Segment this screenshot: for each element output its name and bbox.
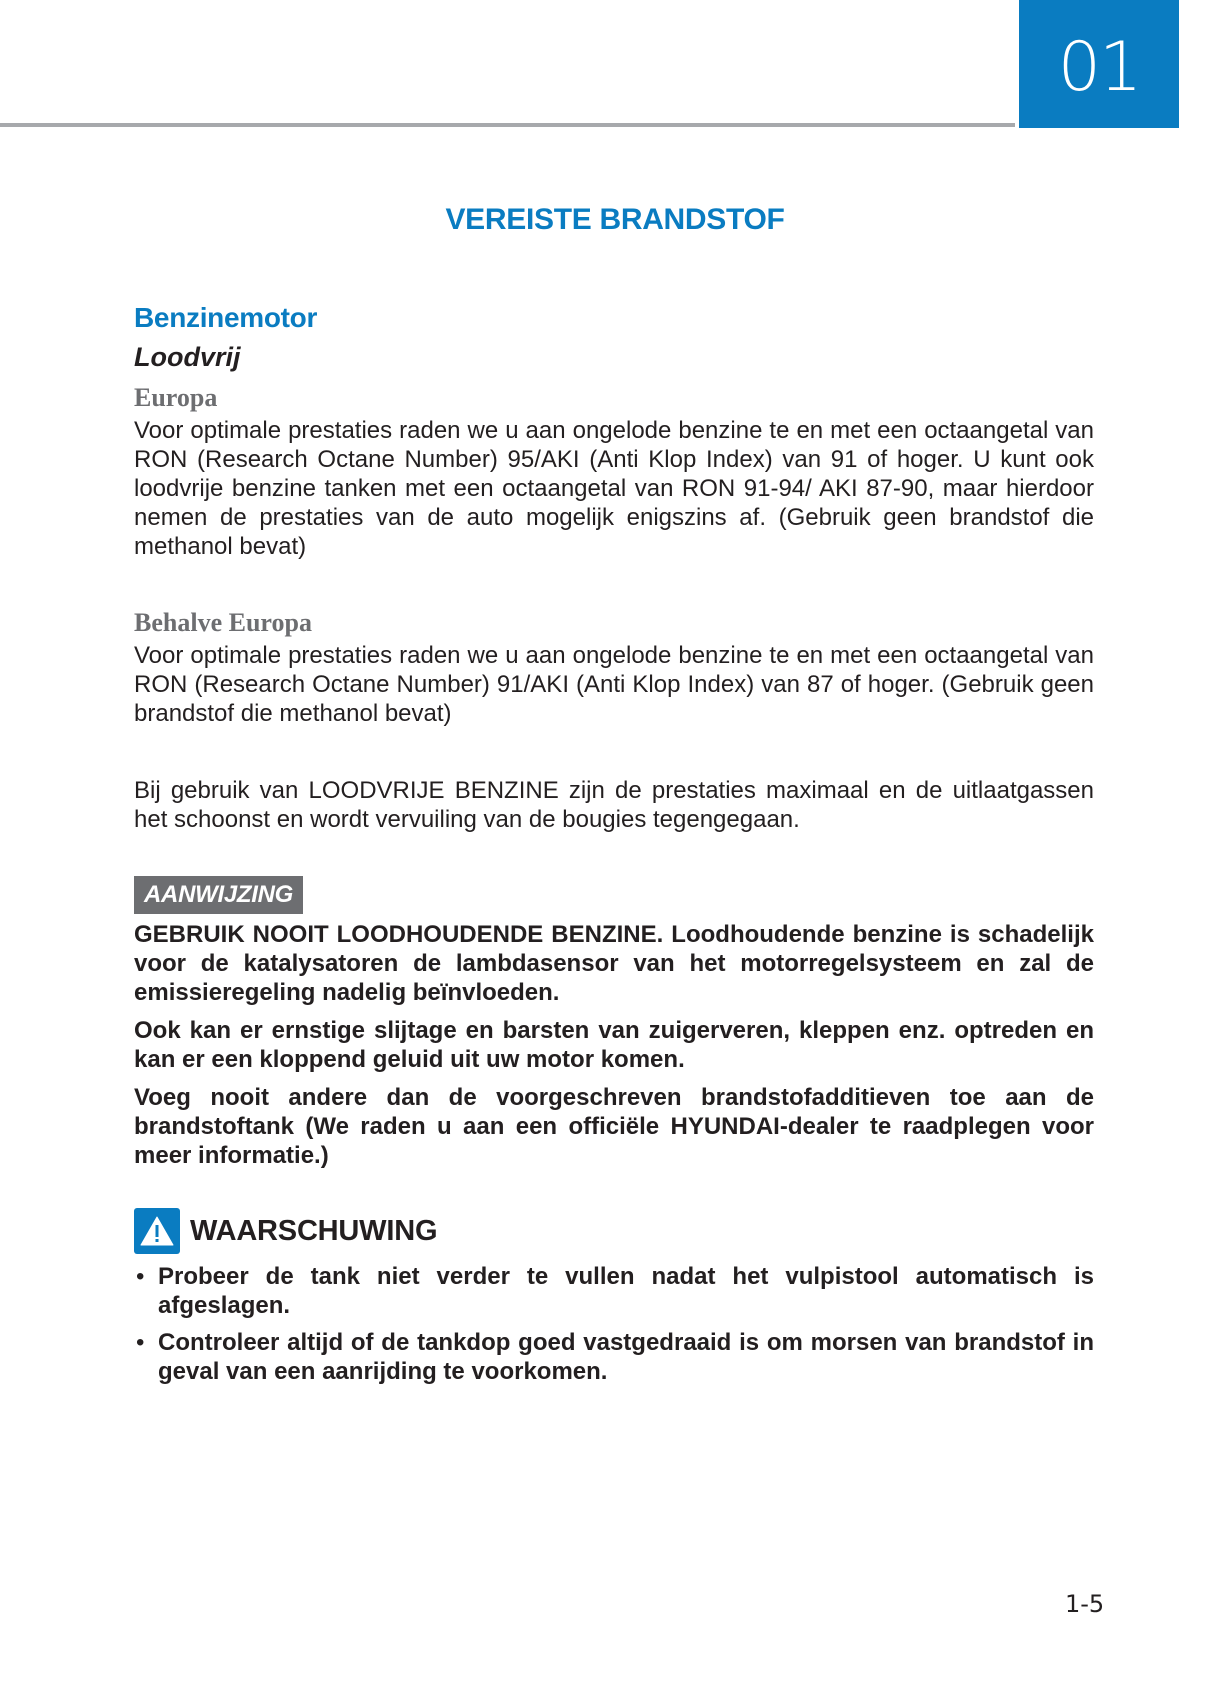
warning-triangle-icon bbox=[134, 1208, 180, 1254]
region-heading-non-europe: Behalve Europa bbox=[134, 608, 312, 637]
warning-item: • Controleer altijd of de tankdop goed vastgedraaid is om morsen van brandstof in geval van een aanrijding te voorkomen. bbox=[136, 1329, 1094, 1385]
warning-item: • Probeer de tank niet verder te vullen nadat het vulpistool automatisch is afgeslagen. bbox=[136, 1263, 1094, 1319]
notice-label: AANWIJZING bbox=[134, 876, 303, 914]
notice-paragraph: Ook kan er ernstige slijtage en barsten van zuigerveren, kleppen enz. optreden en kan er een kloppend geluid uit uw motor komen. bbox=[134, 1017, 1094, 1073]
page-number: 1-5 bbox=[1065, 1590, 1105, 1618]
notice-paragraph: Voeg nooit andere dan de voorgeschreven brandstofadditieven toe aan de brandstoftank (We raden u aan een officiële HYUNDAI-dealer te raadplegen voor meer informatie.) bbox=[134, 1084, 1094, 1169]
warning-title: WAARSCHUWING bbox=[190, 1214, 438, 1247]
notice-paragraph: GEBRUIK NOOIT LOODHOUDENDE BENZINE. Loodhoudende benzine is schadelijk voor de katalysatoren de lambdasensor van het motorregelsysteem en zal de emissieregeling nadelig beïnvloeden. bbox=[134, 921, 1094, 1006]
warning-header bbox=[134, 1208, 1094, 1254]
chapter-number: 01 bbox=[1057, 27, 1141, 107]
warning-list bbox=[134, 1262, 1094, 1386]
paragraph-unleaded-note: Bij gebruik van LOODVRIJE BENZINE zijn de prestaties maximaal en de uitlaatgassen het schoonst en wordt vervuiling van de bougies tegengegaan. bbox=[134, 777, 1094, 833]
paragraph-non-europe: Voor optimale prestaties raden we u aan ongelode benzine te en met een octaangetal van RON (Research Octane Number) 91/AKI (Anti Klop Index) van 87 of hoger. (Gebruik geen brandstof die methanol bevat) bbox=[134, 642, 1094, 727]
paragraph-europe: Voor optimale prestaties raden we u aan ongelode benzine te en met een octaangetal van RON (Research Octane Number) 95/AKI (Anti Klop Index) van 91 of hoger. U kunt ook loodvrije benzine tanken met een octaangetal van RON 91-94/ AKI 87-90, maar hierdoor nemen de prestaties van de auto mogelijk enigszins af. (Gebruik geen brandstof die methanol bevat) bbox=[134, 417, 1094, 560]
main-content bbox=[134, 300, 1094, 1394]
chapter-tab bbox=[1019, 0, 1179, 128]
section-heading: Benzinemotor bbox=[134, 302, 318, 333]
warning-item-text: Controleer altijd of de tankdop goed vastgedraaid is om morsen van brandstof in geval van een aanrijding te voorkomen. bbox=[158, 1329, 1094, 1385]
subsection-heading: Loodvrij bbox=[134, 342, 241, 372]
header-rule bbox=[0, 123, 1015, 127]
region-heading-europe: Europa bbox=[134, 383, 218, 412]
warning-item-text: Probeer de tank niet verder te vullen nadat het vulpistool automatisch is afgeslagen. bbox=[158, 1263, 1094, 1319]
page-title: VEREISTE BRANDSTOF bbox=[445, 203, 785, 236]
